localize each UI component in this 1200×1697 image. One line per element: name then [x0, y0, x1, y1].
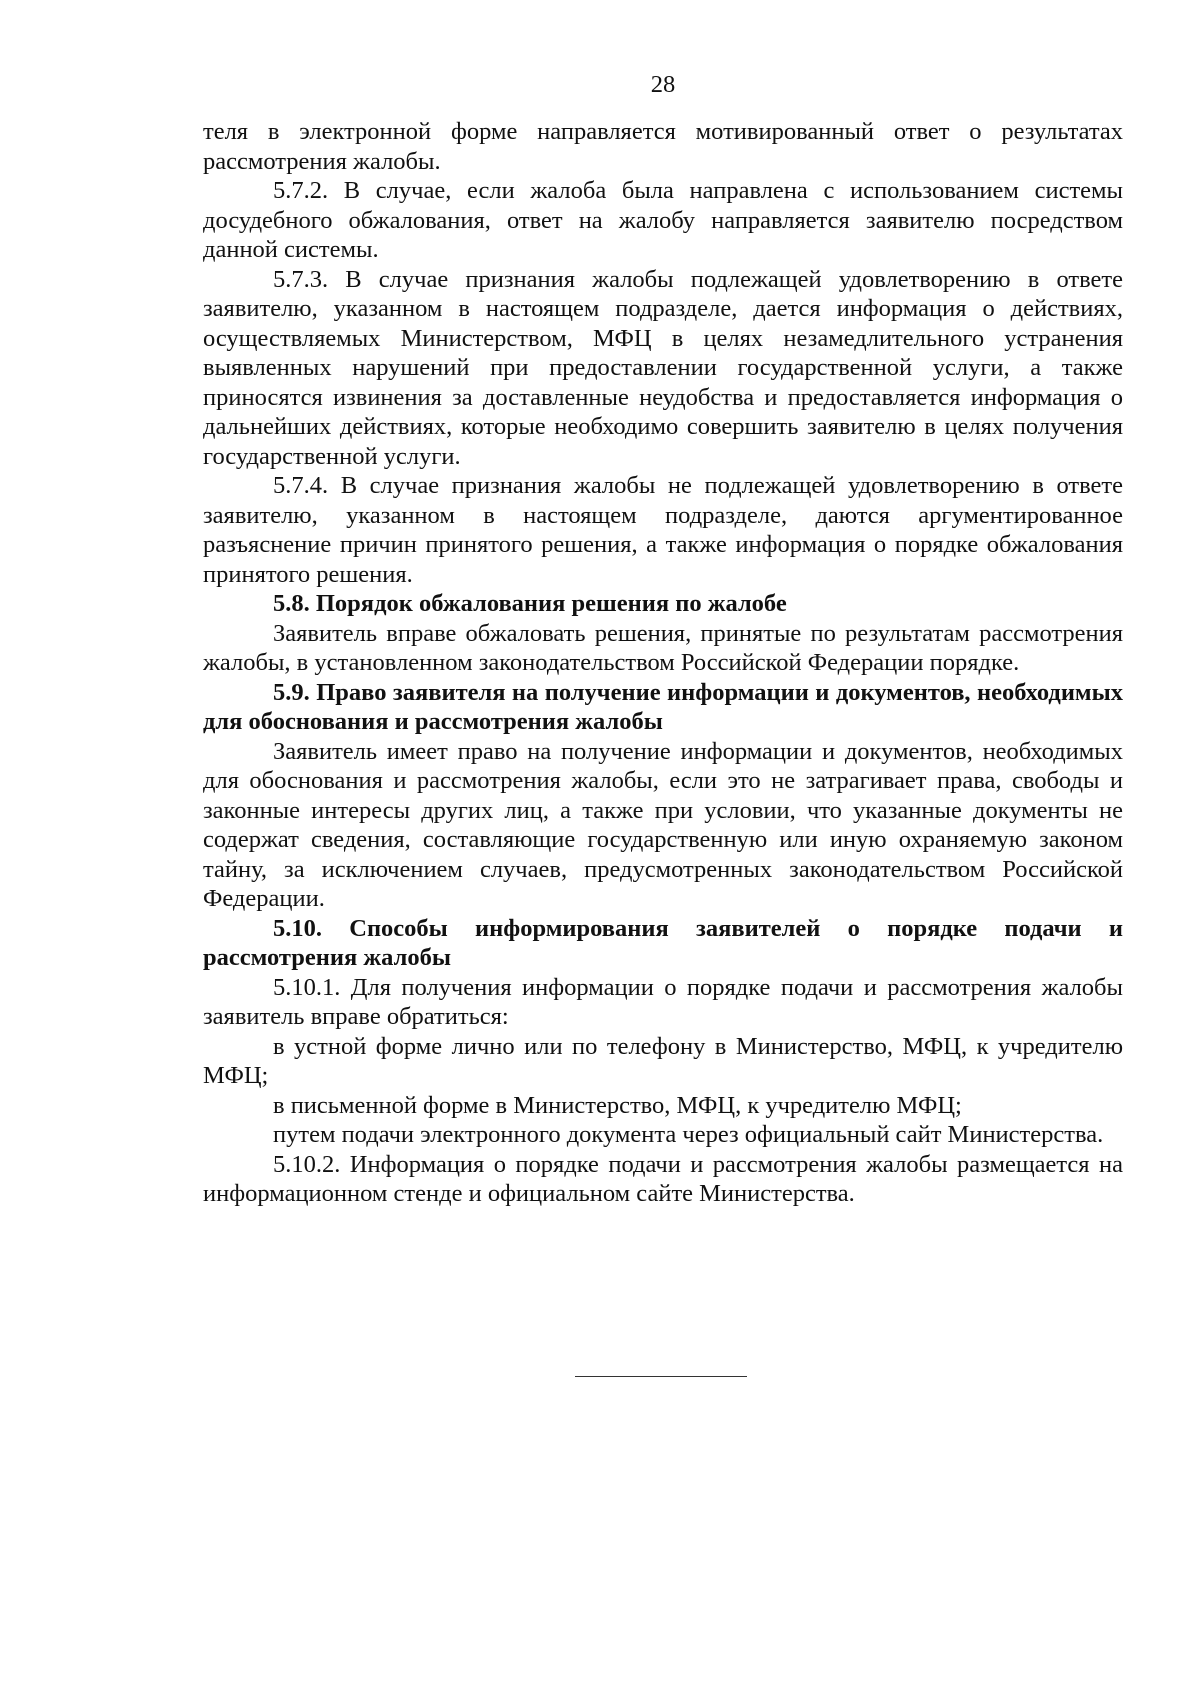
end-of-document-rule: [575, 1376, 747, 1377]
section-heading-5-8: 5.8. Порядок обжалования решения по жалобе: [273, 590, 787, 617]
paragraph-5-10-1: 5.10.1. Для получения информации о порядке подачи и рассмотрения жалобы заявитель вправе обратиться:: [203, 973, 1123, 1030]
section-heading-5-10: 5.10. Способы информирования заявителей о порядке подачи и рассмотрения жалобы: [203, 914, 1123, 971]
section-heading-5-9: 5.9. Право заявителя на получение информации и документов, необходимых для обоснования и рассмотрения жалобы: [203, 678, 1123, 735]
paragraph-5-10-2: 5.10.2. Информация о порядке подачи и рассмотрения жалобы размещается на информационном стенде и официальном сайте Министерства.: [203, 1150, 1123, 1207]
list-item-oral-form: в устной форме лично или по телефону в Министерство, МФЦ, к учредителю МФЦ;: [203, 1032, 1123, 1089]
paragraph-5-7-3: 5.7.3. В случае признания жалобы подлежащей удовлетворению в ответе заявителю, указанном в настоящем подразделе, дается информация о действиях, осуществляемых Министерством, МФЦ в целях незамедлительного устранения выявленных нарушений при предоставлении государственной услуги, а также приносятся извинения за доставленные неудобства и предоставляется информация о дальнейших действиях, которые необходимо совершить заявителю в целях получения государственной услуги.: [203, 265, 1123, 470]
paragraph-5-8-body: Заявитель вправе обжаловать решения, принятые по результатам рассмотрения жалобы, в установленном законодательством Российской Федерации порядке.: [203, 619, 1123, 676]
list-item-electronic-form: путем подачи электронного документа через официальный сайт Министерства.: [273, 1121, 1104, 1148]
paragraph-5-9-body: Заявитель имеет право на получение информации и документов, необходимых для обоснования и рассмотрения жалобы, если это не затрагивает права, свободы и законные интересы других лиц, а также при условии, что указанные документы не содержат сведения, составляющие государственную или иную охраняемую законом тайну, за исключением случаев, предусмотренных законодательством Российской Федерации.: [203, 737, 1123, 912]
list-item-written-form: в письменной форме в Министерство, МФЦ, к учредителю МФЦ;: [273, 1091, 962, 1119]
paragraph-continuation: теля в электронной форме направляется мотивированный ответ о результатах рассмотрения жалобы.: [203, 118, 1123, 175]
page-number: 28: [650, 71, 676, 98]
paragraph-5-7-4: 5.7.4. В случае признания жалобы не подлежащей удовлетворению в ответе заявителю, указанном в настоящем подразделе, даются аргументированное разъяснение причин принятого решения, а также информация о порядке обжалования принятого решения.: [203, 472, 1123, 588]
document-body: [203, 117, 1123, 1209]
paragraph-5-7-2: 5.7.2. В случае, если жалоба была направлена с использованием системы досудебного обжалования, ответ на жалобу направляется заявителю посредством данной системы.: [203, 177, 1123, 263]
